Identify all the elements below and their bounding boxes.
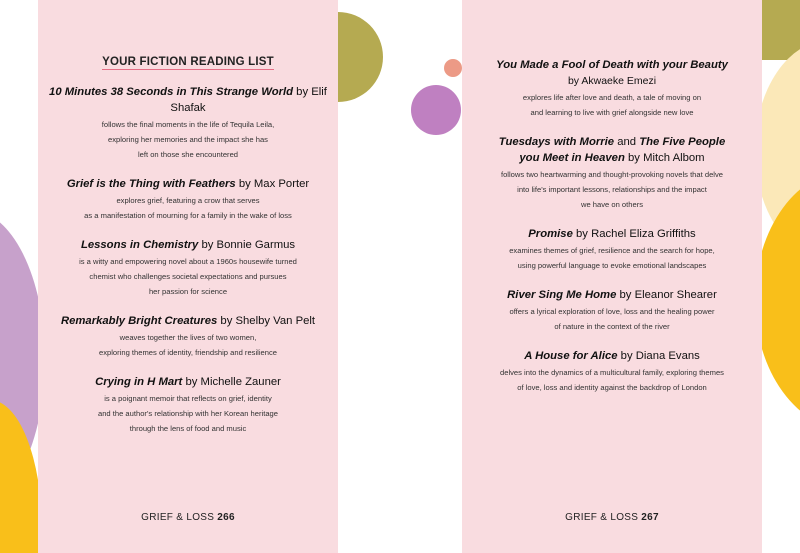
book-description (38, 330, 338, 360)
book-entry (38, 374, 338, 436)
book-description (462, 243, 762, 273)
desc-line: is a poignant memoir that reflects on grief, identity (104, 394, 272, 403)
page-number: 266 (217, 512, 235, 523)
book-title: Promise (528, 228, 573, 240)
desc-line: offers a lyrical exploration of love, loss and the healing power (509, 307, 715, 316)
book-title-line (462, 134, 762, 150)
book-author: by Michelle Zauner (185, 376, 281, 388)
page-heading: YOUR FICTION READING LIST (102, 56, 274, 68)
book-description (462, 90, 762, 120)
desc-line: and learning to live with grief alongside new love (530, 108, 694, 117)
desc-line: into life's important lessons, relationships and the impact (517, 185, 707, 194)
desc-line: weaves together the lives of two women, (119, 333, 257, 342)
book-description (462, 365, 762, 395)
book-entry (38, 84, 338, 162)
desc-line: using powerful language to evoke emotional landscapes (517, 261, 707, 270)
book-description (38, 254, 338, 299)
book-title: Lessons in Chemistry (80, 239, 199, 251)
book-title: Tuesdays with Morrie (498, 136, 615, 148)
book-description (38, 391, 338, 436)
page-footer (38, 512, 338, 523)
book-title: Remarkably Bright Creatures (60, 315, 218, 327)
desc-line: explores life after love and death, a tale of moving on (522, 93, 702, 102)
book-title-line (38, 313, 338, 329)
book-title: you Meet in Heaven (519, 152, 625, 164)
book-author: by Mitch Albom (628, 152, 705, 164)
book-entry (462, 134, 762, 212)
page-number: 267 (641, 512, 659, 523)
book-title-line (462, 226, 762, 242)
desc-line: exploring her memories and the impact she has (108, 135, 268, 144)
book-entry (38, 313, 338, 360)
desc-line: and the author's relationship with her Korean heritage (97, 409, 279, 418)
book-title: A House for Alice (524, 350, 618, 362)
book-author: by Bonnie Garmus (201, 239, 296, 251)
book-description (462, 304, 762, 334)
book-description (462, 167, 762, 212)
conjunction: and (617, 136, 637, 148)
book-author: by Eleanor Shearer (619, 289, 717, 301)
book-title-line (38, 374, 338, 390)
book-entry (462, 57, 762, 120)
salmon-dot (444, 59, 462, 77)
book-entry (462, 348, 762, 395)
desc-line: of nature in the context of the river (554, 322, 670, 331)
book-author: by Max Porter (238, 178, 310, 190)
book-description (38, 117, 338, 162)
right-page-content (462, 57, 762, 395)
lavender-circle (411, 85, 461, 135)
desc-line: left on those she encountered (137, 150, 239, 159)
book-entry (38, 176, 338, 223)
desc-line: follows the final moments in the life of Tequila Leila, (101, 120, 275, 129)
book-author: by Elif Shafak (170, 86, 327, 114)
book-title-line (462, 287, 762, 303)
desc-line: as a manifestation of mourning for a family in the wake of loss (84, 211, 292, 220)
book-author: by Akwaeke Emezi (567, 75, 657, 87)
desc-line: her passion for science (148, 287, 228, 296)
book-entry (38, 237, 338, 299)
book-title-line (38, 84, 338, 116)
olive-block-right (762, 0, 800, 60)
page-footer (462, 512, 762, 523)
desc-line: delves into the dynamics of a multicultural family, exploring themes (500, 368, 724, 377)
book-title-line (462, 57, 762, 73)
book-title: You Made a Fool of Death with your Beauty (496, 59, 728, 71)
book-entry (462, 287, 762, 334)
book-description (38, 193, 338, 223)
desc-line: through the lens of food and music (129, 424, 247, 433)
desc-line: explores grief, featuring a crow that serves (116, 196, 260, 205)
book-entry (462, 226, 762, 273)
left-page-content (38, 0, 338, 436)
book-title-line (38, 176, 338, 192)
book-list (38, 84, 338, 436)
left-page (38, 0, 338, 553)
book-title: Grief is the Thing with Feathers (66, 178, 236, 190)
book-author: by Shelby Van Pelt (220, 315, 316, 327)
section-label: GRIEF & LOSS (141, 512, 215, 523)
desc-line: chemist who challenges societal expectations and pursues (89, 272, 287, 281)
book-title: Crying in H Mart (95, 376, 183, 388)
book-title: 10 Minutes 38 Seconds in This Strange World (49, 86, 294, 98)
right-page (462, 0, 762, 553)
desc-line: follows two heartwarming and thought-provoking novels that delve (500, 170, 724, 179)
desc-line: exploring themes of identity, friendship and resilience (99, 348, 277, 357)
desc-line: of love, loss and identity against the backdrop of London (517, 383, 707, 392)
book-title: River Sing Me Home (507, 289, 617, 301)
section-label: GRIEF & LOSS (565, 512, 639, 523)
book-author: by Diana Evans (620, 350, 700, 362)
desc-line: examines themes of grief, resilience and the search for hope, (509, 246, 715, 255)
book-title-line (462, 348, 762, 364)
book-title: The Five People (639, 136, 726, 148)
desc-line: is a witty and empowering novel about a 1960s housewife turned (79, 257, 297, 266)
desc-line: we have on others (580, 200, 644, 209)
book-title-line (462, 150, 762, 166)
book-author: by Rachel Eliza Griffiths (576, 228, 696, 240)
book-title-line (38, 237, 338, 253)
